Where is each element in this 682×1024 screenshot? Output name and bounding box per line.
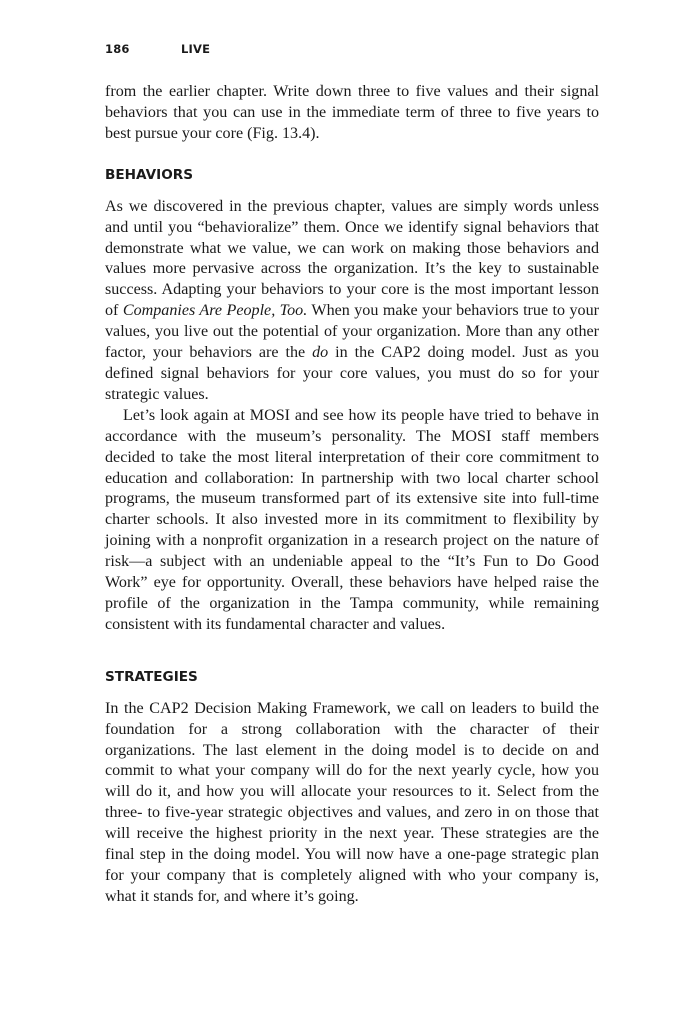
behaviors-p1-part-c: in the CAP2 doing model. Just as you defined signal behaviors for your core values, you must do so for your strategic values. bbox=[105, 344, 599, 403]
emphasis-do: do bbox=[312, 344, 329, 362]
book-title: Companies Are People, Too. bbox=[122, 302, 308, 320]
behaviors-paragraph-1 bbox=[105, 197, 599, 406]
behaviors-p1-part-a: As we discovered in the previous chapter, values are simply words unless and until you “behavioralize” them. Once we identify signal behaviors that demonstrate what we value, we can work on making those behaviors and values more pervasive across the organization. It’s the key to sustainable success. Adapting your behaviors to your core is the most important lesson of bbox=[105, 197, 599, 320]
running-head bbox=[105, 42, 210, 58]
strategies-heading: STRATEGIES bbox=[105, 668, 198, 685]
behaviors-heading: BEHAVIORS bbox=[105, 166, 194, 183]
page-number: 186 bbox=[105, 42, 130, 56]
strategies-paragraph-1: In the CAP2 Decision Making Framework, we call on leaders to build the foundation for a strong collaboration with the character of their organizations. The last element in the doing model is to decide on and commit to what your company will do for the next yearly cycle, how you will do it, and how you will allocate your resources to it. Select from the three- to five-year strategic objectives and values, and zero in on those that will receive the highest priority in the next year. These strategies are the final step in the doing model. You will now have a one-page strategic plan for your company that is completely aligned with who your company is, what it stands for, and where it’s going. bbox=[105, 699, 599, 905]
running-title: LIVE bbox=[181, 42, 211, 56]
behaviors-paragraph-2: Let’s look again at MOSI and see how its people have tried to behave in accordance with the museum’s personality. The MOSI staff members decided to take the most literal interpretation of their core commitment to education and collaboration: In partnership with two local charter school programs, the museum transformed part of its extensive site into full-time charter schools. It also invested more in its commitment to flexibility by joining with a nonprofit organization in a research project on the nature of risk—a subject with an undeniable appeal to the “It’s Fun to Do Good Work” eye for opportunity. Overall, these behaviors have helped raise the profile of the organization in the Tampa community, while remaining consistent with its fundamental character and values. bbox=[105, 406, 599, 633]
intro-paragraph: from the earlier chapter. Write down three to five values and their signal behaviors that you can use in the immediate term of three to five years to best pursue your core (Fig. 13.4). bbox=[105, 83, 599, 142]
behaviors-p1-part-b: When you make your behaviors true to your values, you live out the potential of your organization. More than any other factor, your behaviors are the bbox=[105, 302, 599, 362]
body-text bbox=[105, 82, 599, 908]
